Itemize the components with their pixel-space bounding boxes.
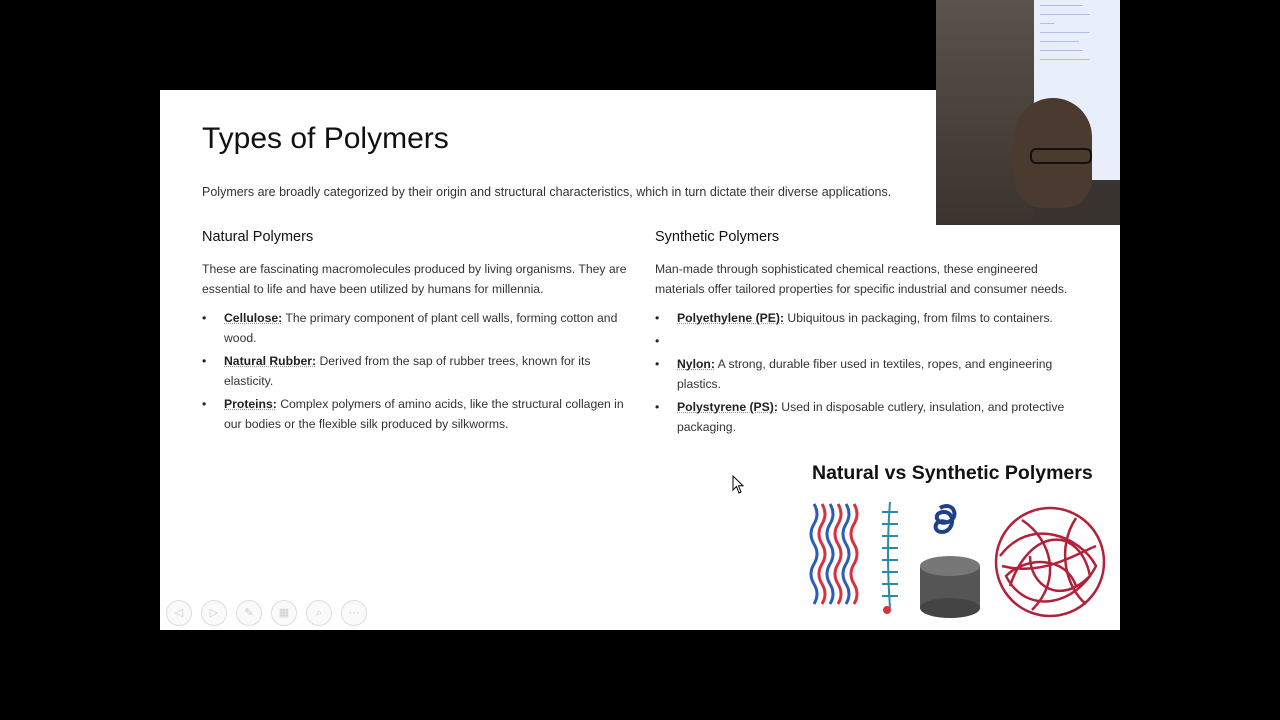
polymer-backbone [882, 502, 898, 608]
synthetic-polymers-list [655, 308, 1075, 437]
pen-button[interactable] [236, 600, 262, 626]
list-item [655, 397, 1075, 437]
item-term: Nylon: [677, 357, 715, 371]
item-term: Polystyrene (PS): [677, 400, 778, 414]
slides-overview-button[interactable] [271, 600, 297, 626]
item-term: Polyethylene (PE): [677, 311, 785, 325]
item-term: Cellulose: [224, 311, 283, 325]
backbone-end-bead [883, 606, 891, 614]
empty-spacer [655, 331, 1075, 351]
synthetic-polymers-section [655, 229, 1075, 440]
item-term: Proteins: [224, 397, 277, 411]
item-text: Used in disposable cutlery, insulation, and protective packaging. [677, 400, 1065, 434]
polymer-structures-image [796, 496, 1120, 626]
ellipsis-icon: ⋯ [348, 607, 360, 619]
item-text: Complex polymers of amino acids, like the structural collagen in our bodies or the flexible silk produced by silkworms. [224, 397, 624, 431]
arrow-left-icon: ◁ [174, 607, 184, 619]
figure-title: Natural vs Synthetic Polymers [812, 462, 1093, 484]
list-item [202, 394, 627, 434]
pen-icon: ✎ [244, 607, 254, 619]
list-item [655, 354, 1075, 394]
list-item [202, 351, 627, 391]
polymer-illustration [796, 456, 1120, 628]
next-slide-button[interactable] [201, 600, 227, 626]
previous-slide-button[interactable] [166, 600, 192, 626]
tangled-polymer-ball [996, 508, 1104, 616]
polymer-block [920, 556, 980, 618]
webcam-video-overlay [936, 0, 1120, 225]
natural-polymers-heading: Natural Polymers [202, 229, 314, 245]
arrow-right-icon: ▷ [209, 607, 219, 619]
presenter-glasses [1030, 148, 1092, 164]
natural-polymers-list [202, 308, 627, 434]
polymer-chains-strands [811, 504, 857, 604]
item-text: Ubiquitous in packaging, from films to containers. [784, 311, 1053, 325]
list-item [655, 308, 1075, 328]
natural-polymers-section [202, 229, 627, 437]
item-text: A strong, durable fiber used in textiles, ropes, and engineering plastics. [677, 357, 1053, 391]
mouse-cursor-icon [732, 475, 746, 495]
slide-intro: Polymers are broadly categorized by their origin and structural characteristics, which in turn dictate their diverse applications. [202, 185, 892, 199]
grid-icon: ▦ [278, 607, 290, 619]
synthetic-polymers-heading: Synthetic Polymers [655, 229, 780, 245]
item-text: Derived from the sap of rubber trees, known for its elasticity. [224, 354, 591, 388]
item-term: Natural Rubber: [224, 354, 317, 368]
synthetic-polymers-description: Man-made through sophisticated chemical reactions, these engineered materials offer tailored properties for specific industrial and consumer needs. [655, 262, 1068, 296]
natural-polymers-description: These are fascinating macromolecules produced by living organisms. They are essential to life and have been utilized by humans for millennia. [202, 262, 627, 296]
magnifier-icon: ⌕ [315, 607, 323, 619]
list-item [202, 308, 627, 348]
more-options-button[interactable] [341, 600, 367, 626]
slide-title: Types of Polymers [202, 122, 449, 155]
zoom-button[interactable] [306, 600, 332, 626]
folded-protein [936, 506, 955, 532]
webcam-projected-slide: ──────────── ────────────── ──── ────────────── ─────────── ──────────── ────────────── [1034, 0, 1120, 180]
item-text: The primary component of plant cell walls, forming cotton and wood. [224, 311, 618, 345]
